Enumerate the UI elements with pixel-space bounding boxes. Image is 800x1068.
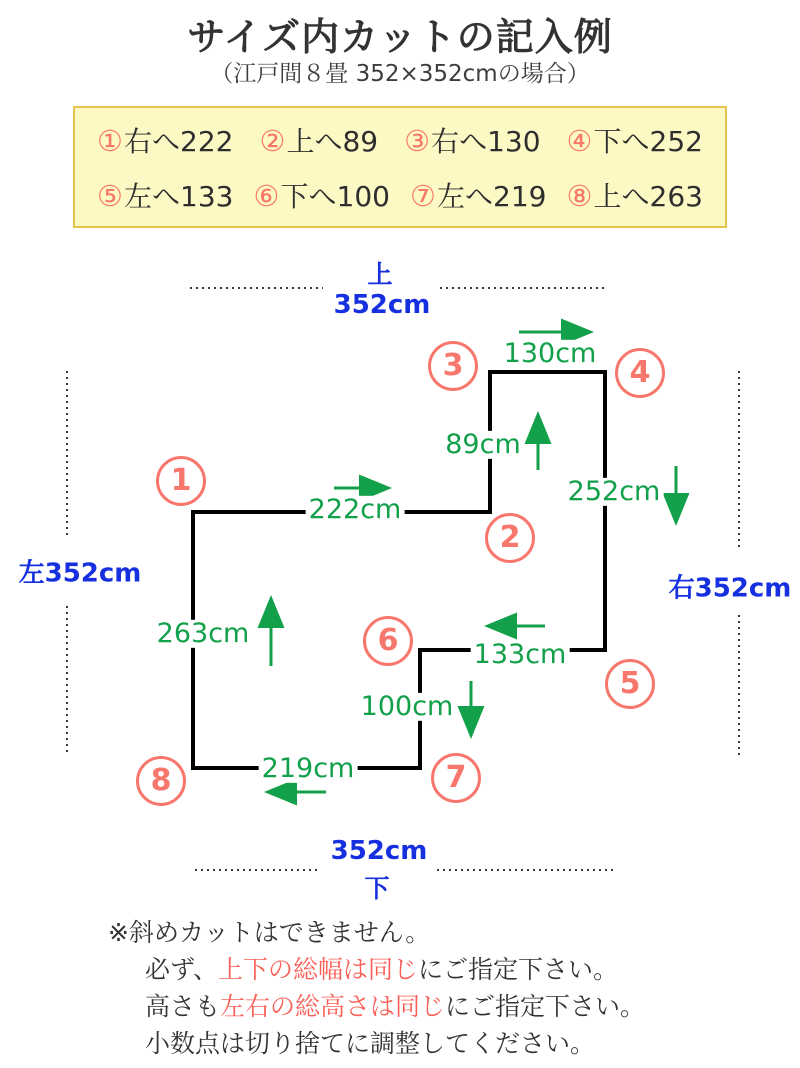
note-line-3-prefix: 高さも [145,992,221,1021]
legend-item-6-number: ⑥ [253,178,280,213]
point-badge-2: 2 [485,513,535,563]
note-line-4: 小数点は切り捨てに調整してください。 [145,1029,596,1058]
legend-item-2-number: ② [259,123,286,158]
legend-item-2 [259,120,378,160]
point-badge-5: 5 [605,659,655,709]
legend-item-1 [97,120,233,160]
legend-item-3 [404,120,540,160]
legend-box [73,106,727,228]
point-badge-8: 8 [136,756,186,806]
legend-item-8 [567,175,703,215]
legend-item-6-text: 下へ100 [280,179,390,213]
edge-label-top-length: 352cm [333,290,431,320]
note-line-2 [108,951,748,988]
measure-label-cut-3: 130cm [501,340,600,368]
legend-item-5 [97,175,233,215]
edge-label-right: 右352cm [668,573,792,604]
note-line-2-prefix: 必ず、 [145,955,219,984]
legend-item-5-number: ⑤ [97,178,123,213]
legend-item-8-number: ⑧ [566,178,593,213]
point-badge-4: 4 [615,348,665,398]
edge-label-left: 左352cm [18,558,142,589]
measure-label-cut-8: 263cm [154,620,253,648]
measure-label-cut-5: 133cm [471,641,570,669]
edge-label-bottom-length: 352cm [330,836,428,866]
legend-item-3-text: 右へ130 [431,124,541,158]
legend-item-6 [254,175,390,215]
measure-label-cut-1: 222cm [306,496,405,524]
legend-item-4 [567,120,703,160]
notes [108,914,748,1062]
legend-item-7-text: 左へ219 [437,179,547,213]
legend-item-3-number: ③ [404,123,431,158]
legend-item-4-number: ④ [566,123,593,158]
page-subtitle: （江戸間８畳 352×352cmの場合） [210,61,590,87]
legend-item-5-text: 左へ133 [124,179,234,213]
legend-item-8-text: 上へ263 [593,179,703,213]
note-line-2-highlight: 上下の総幅は同じ [218,955,419,984]
direction-arrows [270,332,676,792]
note-line-1: ※斜めカットはできません。 [108,918,431,947]
legend-item-1-number: ① [97,123,123,158]
measure-label-cut-4: 252cm [565,478,664,506]
legend-item-1-text: 右へ222 [124,124,234,158]
legend-row-1 [97,120,703,160]
page-title: サイズ内カットの記入例 [187,15,613,59]
legend-item-7-number: ⑦ [410,178,437,213]
point-badge-7: 7 [431,753,481,803]
legend-item-4-text: 下へ252 [593,124,703,158]
note-line-3 [108,988,748,1025]
legend-item-2-text: 上へ89 [286,124,379,158]
measure-label-cut-6: 100cm [358,693,457,721]
point-badge-3: 3 [428,341,478,391]
edge-label-bottom-direction: 下 [364,874,390,903]
note-line-3-highlight: 左右の総高さは同じ [220,992,446,1021]
point-badge-6: 6 [363,616,413,666]
note-line-2-suffix: にご指定下さい。 [418,955,619,984]
measure-label-cut-7: 219cm [259,755,358,783]
measure-label-cut-2: 89cm [442,431,524,459]
point-badge-1: 1 [156,456,206,506]
legend-item-7 [410,175,546,215]
edge-label-top-direction: 上 [367,260,393,289]
note-line-3-suffix: にご指定下さい。 [445,992,646,1021]
legend-row-2 [97,175,703,215]
